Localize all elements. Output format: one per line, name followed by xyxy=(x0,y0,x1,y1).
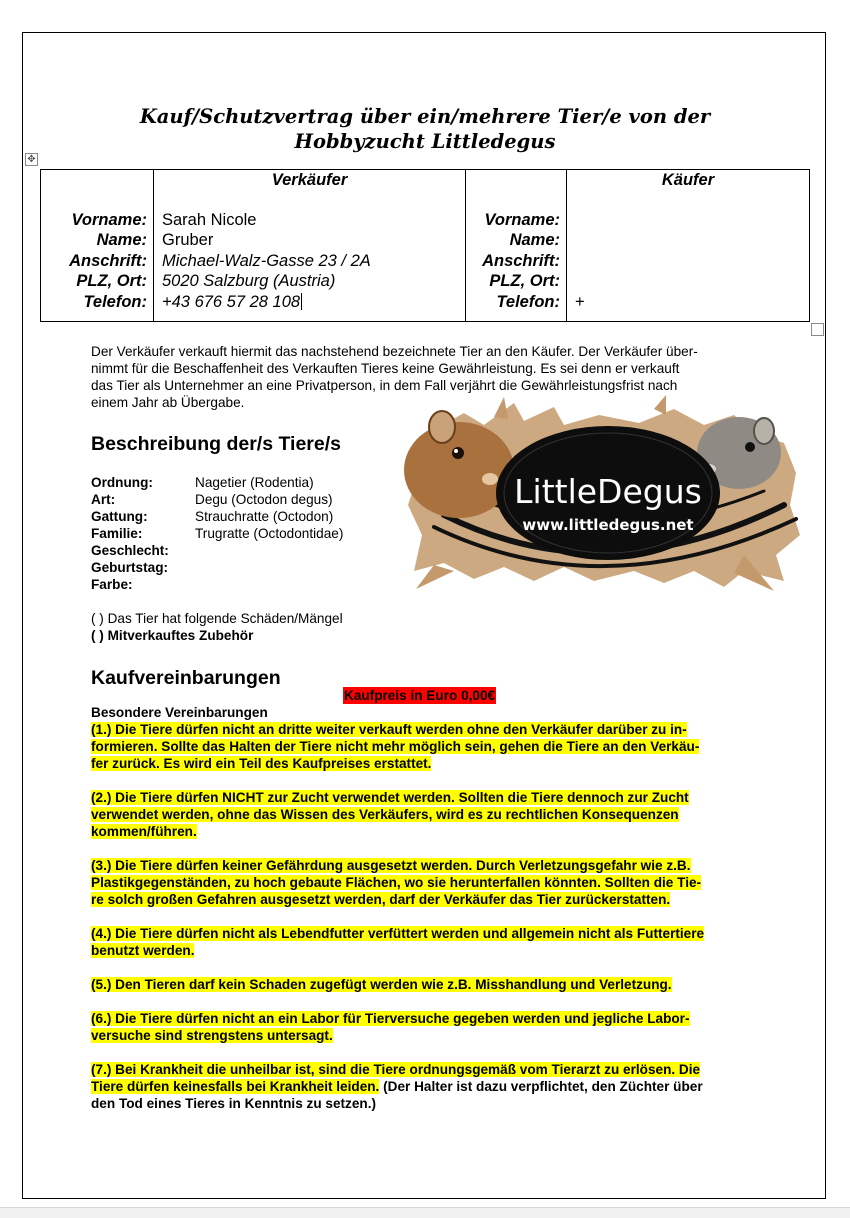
clause-line: (6.) Die Tiere dürfen nicht an ein Labor für Tierversuche gegeben werden und jegliche Labor- xyxy=(91,1011,690,1026)
attribute-key: Ordnung: xyxy=(91,475,153,490)
seller-phone-label: Telefon: xyxy=(83,292,147,311)
intro-line: das Tier als Unternehmer an eine Privatperson, in dem Fall verjährt die Gewährleistungsfrist nach xyxy=(91,378,678,393)
attribute-key: Art: xyxy=(91,492,116,507)
attribute-key: Gattung: xyxy=(91,509,148,524)
intro-line: Der Verkäufer verkauft hiermit das nachstehend bezeichnete Tier an den Käufer. Der Verkäufer über- xyxy=(91,344,698,359)
buyer-last-name-label: Name: xyxy=(509,231,560,250)
attribute-row xyxy=(91,576,343,593)
buyer-zip-city[interactable] xyxy=(567,271,809,291)
attribute-key: Geburtstag: xyxy=(91,560,169,575)
attribute-row xyxy=(91,525,343,542)
clause-1 xyxy=(91,721,763,772)
clause-tail-line: den Tod eines Tieres in Kenntnis zu setzen.) xyxy=(91,1096,377,1111)
attribute-row xyxy=(91,508,343,525)
clause-line: (3.) Die Tiere dürfen keiner Gefährdung ausgesetzt werden. Durch Verletzungsgefahr wie z.B. xyxy=(91,858,691,873)
clause-line: (2.) Die Tiere dürfen NICHT zur Zucht verwendet werden. Sollten die Tiere dennoch zur Zucht xyxy=(91,790,689,805)
parties-table xyxy=(40,169,810,322)
seller-phone[interactable]: +43 676 57 28 108 xyxy=(162,292,301,311)
clause-5 xyxy=(91,976,763,993)
seller-address[interactable]: Michael-Walz-Gasse 23 / 2A xyxy=(162,251,371,270)
attribute-key: Geschlecht: xyxy=(91,543,169,558)
buyer-phone-label: Telefon: xyxy=(496,292,560,311)
clause-line: (7.) Bei Krankheit die unheilbar ist, sind die Tiere ordnungsgemäß vom Tierarzt zu erlösen. Die xyxy=(91,1062,701,1077)
clause-line: (1.) Die Tiere dürfen nicht an dritte weiter verkauft werden ohne den Verkäufer darüber zu in- xyxy=(91,722,687,737)
clause-line: re solch großen Gefahren ausgesetzt werden, darf der Verkäufer das Tier zurückerstatten. xyxy=(91,892,671,907)
clause-line: (4.) Die Tiere dürfen nicht als Lebendfutter verfüttert werden und allgemein nicht als Futtertiere xyxy=(91,926,705,941)
attribute-value[interactable]: Strauchratte (Octodon) xyxy=(195,509,334,524)
checkbox-list xyxy=(91,610,343,644)
buyer-label-cell[interactable] xyxy=(466,170,567,322)
title-line-1: Kauf/Schutzvertrag über ein/mehrere Tier/e von der xyxy=(139,105,711,128)
logo-name: LittleDegus xyxy=(514,472,702,511)
document-page xyxy=(22,32,826,1199)
buyer-address-label: Anschrift: xyxy=(482,251,560,270)
clause-3 xyxy=(91,857,763,908)
clause-line: verwendet werden, ohne das Wissen des Verkäufers, wird es zu rechtlichen Konsequenzen xyxy=(91,807,679,822)
clause-6 xyxy=(91,1010,763,1044)
attribute-row xyxy=(91,542,343,559)
seller-phone-line[interactable] xyxy=(154,292,465,312)
clause-2 xyxy=(91,789,763,840)
attribute-key: Familie: xyxy=(91,526,143,541)
attribute-value[interactable]: Degu (Octodon degus) xyxy=(195,492,333,507)
buyer-value-cell[interactable] xyxy=(567,170,810,322)
animal-attributes xyxy=(91,474,343,593)
seller-first-name[interactable]: Sarah Nicole xyxy=(162,211,257,229)
clause-line: benutzt werden. xyxy=(91,943,195,958)
clause-line: (5.) Den Tieren darf kein Schaden zugefügt werden wie z.B. Misshandlung und Verletzung. xyxy=(91,977,672,992)
seller-address-label: Anschrift: xyxy=(69,251,147,270)
seller-first-name-label: Vorname: xyxy=(71,211,147,229)
window-bottom-bar xyxy=(0,1207,850,1218)
buyer-header: Käufer xyxy=(661,171,715,189)
text-cursor xyxy=(301,293,302,310)
table-move-handle-icon[interactable]: ✥ xyxy=(25,153,38,166)
attribute-row xyxy=(91,491,343,508)
document-title xyxy=(23,104,827,154)
seller-last-name-label: Name: xyxy=(96,231,147,250)
littledegus-logo xyxy=(404,395,802,591)
clause-line: Tiere dürfen keinesfalls bei Krankheit leiden. xyxy=(91,1079,380,1094)
clause-line: versuche sind strengstens untersagt. xyxy=(91,1028,333,1043)
clause-7 xyxy=(91,1061,763,1112)
clause-line: fer zurück. Es wird ein Teil des Kaufpreises erstattet. xyxy=(91,756,432,771)
damage-checkbox-line[interactable]: ( ) Das Tier hat folgende Schäden/Mängel xyxy=(91,611,343,626)
attribute-row xyxy=(91,474,343,491)
seller-zip-city[interactable]: 5020 Salzburg (Austria) xyxy=(162,272,336,291)
accessories-checkbox-line[interactable]: ( ) Mitverkauftes Zubehör xyxy=(91,628,254,643)
logo-url: www.littledegus.net xyxy=(522,516,694,534)
agreements-heading: Kaufvereinbarungen xyxy=(91,667,281,689)
description-heading: Beschreibung der/s Tiere/s xyxy=(91,433,341,455)
intro-line: nimmt für die Beschaffenheit des Verkauften Tieres keine Gewährleistung. Es sei denn er verkauft xyxy=(91,361,680,376)
clause-line: formieren. Sollte das Halten der Tiere nicht mehr möglich sein, gehen die Tiere an den Verkäu- xyxy=(91,739,700,754)
buyer-phone[interactable]: + xyxy=(575,292,585,311)
clause-line: Plastikgegenständen, zu hoch gebaute Flächen, wo sie herunterfallen könnten. Sollten die Tie- xyxy=(91,875,702,890)
attribute-row xyxy=(91,559,343,576)
buyer-last-name[interactable] xyxy=(567,230,809,250)
intro-line: einem Jahr ab Übergabe. xyxy=(91,395,245,410)
attribute-value[interactable]: Nagetier (Rodentia) xyxy=(195,475,314,490)
seller-value-cell[interactable] xyxy=(154,170,466,322)
clauses-list xyxy=(91,721,763,1129)
seller-label-cell[interactable] xyxy=(41,170,154,322)
buyer-first-name-label: Vorname: xyxy=(484,211,560,229)
clause-tail: (Der Halter ist dazu verpflichtet, den Züchter über xyxy=(383,1079,703,1094)
attribute-value[interactable]: Trugratte (Octodontidae) xyxy=(195,526,344,541)
seller-zip-city-label: PLZ, Ort: xyxy=(76,272,147,291)
clause-4 xyxy=(91,925,763,959)
table-resize-handle-icon[interactable] xyxy=(811,323,824,336)
buyer-address[interactable] xyxy=(567,251,809,271)
price-label[interactable]: Kaufpreis in Euro 0,00€ xyxy=(344,688,496,703)
seller-last-name[interactable]: Gruber xyxy=(162,231,214,250)
buyer-zip-city-label: PLZ, Ort: xyxy=(489,272,560,291)
attribute-key: Farbe: xyxy=(91,577,133,592)
title-line-2: Hobbyzucht Littledegus xyxy=(294,130,556,153)
seller-header: Verkäufer xyxy=(271,171,348,189)
special-agreements-heading: Besondere Vereinbarungen xyxy=(91,705,268,720)
clause-line: kommen/führen. xyxy=(91,824,197,839)
buyer-first-name[interactable] xyxy=(567,210,809,230)
